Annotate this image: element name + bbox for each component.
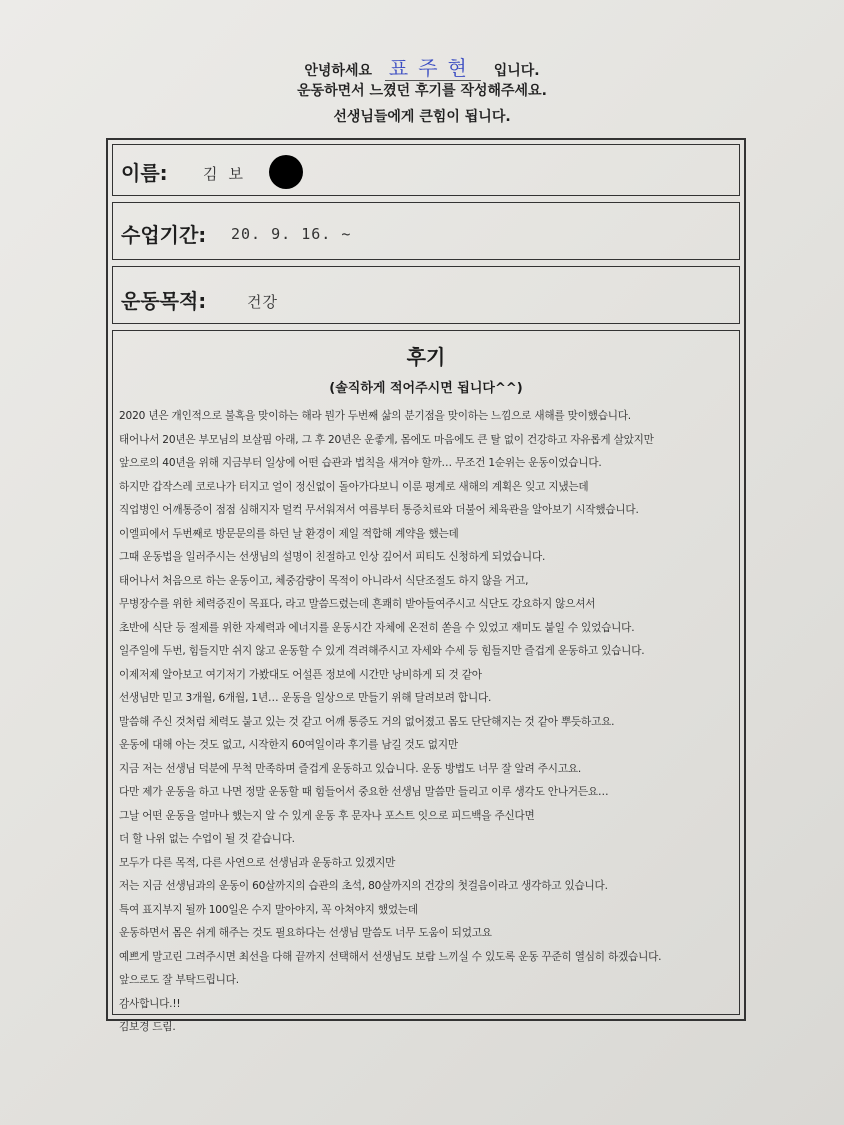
period-field-box: [112, 202, 740, 260]
name-label: 이름:: [121, 161, 168, 185]
review-line: 이제저제 알아보고 여기저기 가봤대도 어설픈 정보에 시간만 낭비하게 되 것 같아: [119, 668, 482, 681]
review-line: 운동에 대해 아는 것도 없고, 시작한지 60여일이라 후기를 남길 것도 없지만: [119, 739, 458, 751]
writer-name-signature: 표주현: [385, 56, 481, 81]
period-label: 수업기간:: [121, 223, 207, 247]
review-line: 태어나서 처음으로 하는 운동이고, 체중감량이 목적이 아니라서 식단조절도 하지 않을 거고,: [119, 574, 529, 587]
review-line: 초반에 식단 등 절제를 위한 자제력과 에너지를 운동시간 자체에 온전히 쏟을 수 있었고 재미도 붙일 수 있었습니다.: [119, 621, 635, 634]
intro-greeting: [0, 52, 844, 81]
review-line: 2020 년은 개인적으로 불혹을 맞이하는 해라 뭔가 두번째 삶의 분기점을 맞이하는 느낌으로 새해를 맞이했습니다.: [119, 410, 631, 422]
intro-encouragement: 선생님들에게 큰힘이 됩니다.: [333, 109, 511, 125]
purpose-label: 운동목적:: [121, 289, 207, 313]
review-line: 앞으로의 40년을 위해 지금부터 일상에 어떤 습관과 법칙을 새겨야 할까… 무조건 1순위는 운동이었습니다.: [119, 457, 602, 469]
review-line: 지금 저는 선생님 덕분에 무척 만족하며 즐겁게 운동하고 있습니다. 운동 방법도 너무 잘 알려 주시고요.: [119, 762, 582, 775]
review-line: 선생님만 믿고 3개월, 6개월, 1년… 운동을 일상으로 만들기 위해 달려보려 합니다.: [119, 692, 492, 704]
review-line: 직업병인 어깨통증이 점점 심해지자 덜컥 무서워져서 여름부터 통증치료와 더불어 체육관을 알아보기 시작했습니다.: [119, 504, 639, 516]
review-line: 말씀해 주신 것처럼 체력도 붙고 있는 것 같고 어깨 통증도 거의 없어졌고 몸도 단단해지는 것 같아 뿌듯하고요.: [119, 715, 615, 728]
review-line: 태어나서 20년은 부모님의 보살핌 아래, 그 후 20년은 운좋게, 몸에도 마음에도 큰 탈 없이 건강하고 자유롭게 살았지만: [119, 433, 654, 446]
review-form: [106, 138, 746, 1033]
review-line: 더 할 나위 없는 수업이 될 것 같습니다.: [119, 833, 295, 845]
review-subtitle: (솔직하게 적어주시면 됩니다^^): [329, 381, 523, 396]
greeting-before: 안녕하세요: [304, 63, 372, 79]
review-line: 무병장수를 위한 체력증진이 목표다, 라고 말씀드렸는데 흔쾌히 받아들여주시고 식단도 강요하지 않으셔서: [119, 598, 596, 610]
review-line: 김보경 드림.: [119, 1021, 176, 1033]
review-box: [112, 330, 740, 1033]
purpose-field-box: [112, 266, 740, 324]
review-title: 후기: [406, 345, 446, 369]
period-value: 20. 9. 16. ~: [231, 225, 352, 243]
intro-instruction: 운동하면서 느꼈던 후기를 작성해주세요.: [297, 83, 547, 99]
review-line: 앞으로도 잘 부탁드립니다.: [119, 974, 239, 986]
review-line: 그날 어떤 운동을 얼마나 했는지 알 수 있게 운동 후 문자나 포스트 잇으로 피드백을 주신다면: [119, 809, 535, 822]
review-line: 특여 표지부지 될까 100일은 수지 말아야지, 꼭 아쳐야지 했었는데: [119, 903, 418, 916]
review-text: [119, 405, 737, 1040]
purpose-value: 건강: [247, 293, 278, 311]
greeting-after: 입니다.: [493, 63, 540, 79]
review-line: 운동하면서 몸은 쉬게 해주는 것도 필요하다는 선생님 말씀도 너무 도움이 되었고요: [119, 927, 492, 939]
review-line: 감사합니다.!!: [119, 997, 181, 1010]
review-line: 일주일에 두번, 힘들지만 쉬지 않고 운동할 수 있게 격려해주시고 자세와 수세 등 힘들지만 즐겁게 운동하고 있습니다.: [119, 645, 645, 657]
review-line: 하지만 갑작스레 코로나가 터지고 얼이 정신없이 돌아가다보니 이룬 평계로 새해의 계획은 잊고 지냈는데: [119, 480, 589, 493]
redaction-circle: [269, 155, 303, 189]
name-value: 김 보: [203, 165, 245, 183]
name-field-box: [112, 144, 740, 196]
review-line: 모두가 다른 목적, 다른 사연으로 선생님과 운동하고 있겠지만: [119, 856, 396, 869]
review-line: 그때 운동법을 일러주시는 선생님의 설명이 친절하고 인상 깊어서 피티도 신청하게 되었습니다.: [119, 551, 546, 563]
review-line: 저는 지금 선생님과의 운동이 60살까지의 습관의 초석, 80살까지의 건강의 첫걸음이라고 생각하고 있습니다.: [119, 880, 608, 892]
review-line: 다만 제가 운동을 하고 나면 정말 운동할 때 힘들어서 중요한 선생님 말씀만 들리고 이루 생각도 안나거든요…: [119, 786, 609, 798]
review-line: 이엘피에서 두번째로 방문문의를 하던 날 환경이 제일 적합해 계약을 했는데: [119, 527, 459, 540]
review-line: 예쁘게 말고린 그려주시면 최선을 다해 끝까지 선택해서 선생님도 보람 느끼실 수 있도록 운동 꾸준히 열심히 하겠습니다.: [119, 950, 662, 963]
